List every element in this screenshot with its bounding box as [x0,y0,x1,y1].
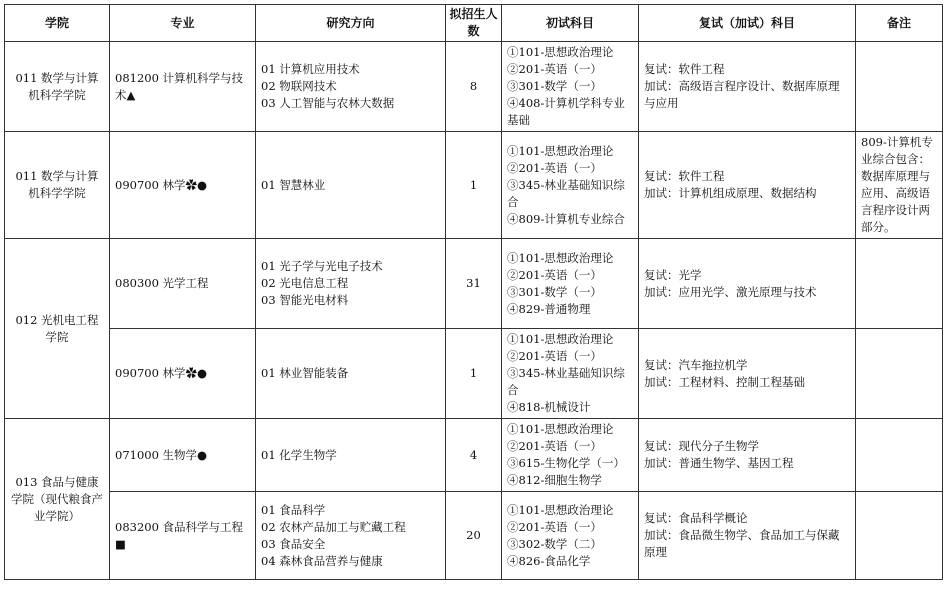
college-cell: 013 食品与健康学院（现代粮食产业学院） [5,419,110,580]
retest-cell: 复试：软件工程 加试：计算机组成原理、数据结构 [639,132,856,239]
exam-cell: ①101-思想政治理论 ②201-英语（一） ③345-林业基础知识综合 ④809-计算机专业综合 [502,132,639,239]
note-cell: 809-计算机专业综合包含：数据库原理与应用、高级语言程序设计两部分。 [856,132,943,239]
table-row [5,42,943,132]
retest-cell: 复试：食品科学概论 加试：食品微生物学、食品加工与保藏原理 [639,492,856,580]
note-cell [856,329,943,419]
table-row [5,239,943,329]
major-cell: 083200 食品科学与工程■ [110,492,256,580]
note-cell [856,419,943,492]
retest-cell: 复试：汽车拖拉机学 加试：工程材料、控制工程基础 [639,329,856,419]
header-note: 备注 [856,5,943,42]
quota-cell: 1 [446,132,502,239]
college-cell: 011 数学与计算机科学学院 [5,42,110,132]
retest-cell: 复试：光学 加试：应用光学、激光原理与技术 [639,239,856,329]
note-cell [856,42,943,132]
direction-cell: 01 光子学与光电子技术 02 光电信息工程 03 智能光电材料 [256,239,446,329]
quota-cell: 31 [446,239,502,329]
header-major: 专业 [110,5,256,42]
major-cell: 090700 林学✿● [110,329,256,419]
college-cell: 012 光机电工程学院 [5,239,110,419]
header-exam: 初试科目 [502,5,639,42]
quota-cell: 20 [446,492,502,580]
direction-cell: 01 食品科学 02 农林产品加工与贮藏工程 03 食品安全 04 森林食品营养与健康 [256,492,446,580]
header-quota: 拟招生人数 [446,5,502,42]
exam-cell: ①101-思想政治理论 ②201-英语（一） ③345-林业基础知识综合 ④818-机械设计 [502,329,639,419]
major-cell: 090700 林学✿● [110,132,256,239]
table-row [5,492,943,580]
college-cell: 011 数学与计算机科学学院 [5,132,110,239]
direction-cell: 01 智慧林业 [256,132,446,239]
admission-table [4,4,943,580]
retest-cell: 复试：现代分子生物学 加试：普通生物学、基因工程 [639,419,856,492]
direction-cell: 01 化学生物学 [256,419,446,492]
quota-cell: 1 [446,329,502,419]
note-cell [856,239,943,329]
exam-cell: ①101-思想政治理论 ②201-英语（一） ③615-生物化学（一） ④812-细胞生物学 [502,419,639,492]
table-row [5,329,943,419]
retest-cell: 复试：软件工程 加试：高级语言程序设计、数据库原理与应用 [639,42,856,132]
table-row [5,419,943,492]
header-college: 学院 [5,5,110,42]
header-row [5,5,943,42]
quota-cell: 4 [446,419,502,492]
exam-cell: ①101-思想政治理论 ②201-英语（一） ③301-数学（一） ④408-计算机学科专业基础 [502,42,639,132]
exam-cell: ①101-思想政治理论 ②201-英语（一） ③302-数学（二） ④826-食品化学 [502,492,639,580]
exam-cell: ①101-思想政治理论 ②201-英语（一） ③301-数学（一） ④829-普通物理 [502,239,639,329]
major-cell: 080300 光学工程 [110,239,256,329]
note-cell [856,492,943,580]
header-direction: 研究方向 [256,5,446,42]
header-retest: 复试（加试）科目 [639,5,856,42]
direction-cell: 01 林业智能装备 [256,329,446,419]
direction-cell: 01 计算机应用技术 02 物联网技术 03 人工智能与农林大数据 [256,42,446,132]
major-cell: 071000 生物学● [110,419,256,492]
quota-cell: 8 [446,42,502,132]
major-cell: 081200 计算机科学与技术▲ [110,42,256,132]
table-row [5,132,943,239]
